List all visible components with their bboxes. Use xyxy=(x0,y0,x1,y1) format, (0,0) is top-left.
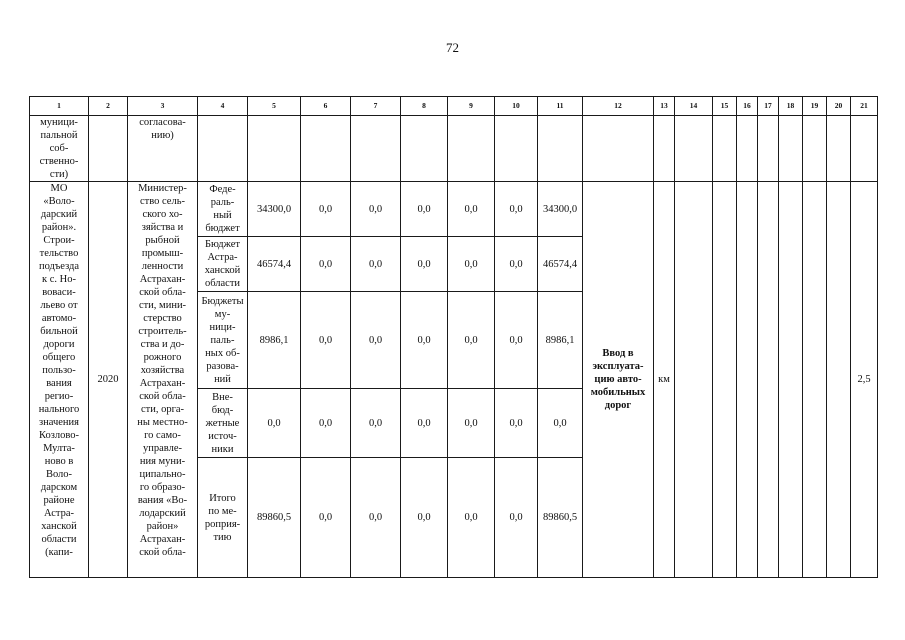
column-header-11: 11 xyxy=(538,97,583,116)
column-header-5: 5 xyxy=(248,97,301,116)
column-header-14: 14 xyxy=(675,97,713,116)
cell-source-label: Бюджеты му- ници- паль- ных об- разова- ний xyxy=(198,292,248,389)
cell-unit: км xyxy=(654,182,675,578)
cell-year: 2020 xyxy=(89,182,128,578)
cell-amount: 0,0 xyxy=(301,237,351,292)
cell-amount: 0,0 xyxy=(401,182,448,237)
cell-amount: 0,0 xyxy=(401,292,448,389)
column-header-19: 19 xyxy=(803,97,827,116)
cell-amount: 34300,0 xyxy=(248,182,301,237)
cell-source-label: Феде- раль- ный бюджет xyxy=(198,182,248,237)
cell-empty xyxy=(803,116,827,182)
cell-empty xyxy=(827,116,851,182)
cell-municipal-property: муници- пальной соб- ственно- сти) xyxy=(30,116,89,182)
cell-amount: 8986,1 xyxy=(248,292,301,389)
cell-amount: 0,0 xyxy=(495,389,538,458)
column-header-16: 16 xyxy=(737,97,758,116)
column-header-4: 4 xyxy=(198,97,248,116)
cell-empty xyxy=(538,116,583,182)
cell-amount: 0,0 xyxy=(301,458,351,578)
financing-table xyxy=(29,96,878,578)
cell-source-label: Вне- бюд- жетные источ- ники xyxy=(198,389,248,458)
page-number: 72 xyxy=(446,40,459,55)
cell-amount: 0,0 xyxy=(448,389,495,458)
column-header-9: 9 xyxy=(448,97,495,116)
cell-empty xyxy=(198,116,248,182)
cell-empty xyxy=(89,116,128,182)
cell-amount: 0,0 xyxy=(351,182,401,237)
cell-empty xyxy=(301,116,351,182)
cell-amount: 46574,4 xyxy=(538,237,583,292)
cell-empty xyxy=(401,116,448,182)
cell-empty xyxy=(779,116,803,182)
cell-empty xyxy=(803,182,827,578)
cell-empty xyxy=(675,182,713,578)
cell-amount: 0,0 xyxy=(401,389,448,458)
continuation-row xyxy=(30,116,878,182)
cell-amount: 0,0 xyxy=(301,292,351,389)
column-header-1: 1 xyxy=(30,97,89,116)
cell-empty xyxy=(448,116,495,182)
column-header-12: 12 xyxy=(583,97,654,116)
column-header-21: 21 xyxy=(851,97,878,116)
cell-amount: 0,0 xyxy=(448,182,495,237)
cell-agreement: согласова- нию) xyxy=(128,116,198,182)
cell-source-label: Бюджет Астра- ханской области xyxy=(198,237,248,292)
cell-amount: 0,0 xyxy=(248,389,301,458)
cell-empty xyxy=(827,182,851,578)
cell-amount: 0,0 xyxy=(495,237,538,292)
cell-empty xyxy=(737,182,758,578)
cell-amount: 0,0 xyxy=(538,389,583,458)
cell-empty xyxy=(713,182,737,578)
column-header-18: 18 xyxy=(779,97,803,116)
cell-amount: 0,0 xyxy=(351,237,401,292)
cell-amount: 0,0 xyxy=(448,458,495,578)
cell-amount: 0,0 xyxy=(351,389,401,458)
cell-empty xyxy=(583,116,654,182)
cell-empty xyxy=(779,182,803,578)
cell-result: Ввод в эксплуата- цию авто- мобильных дорог xyxy=(583,182,654,578)
cell-amount: 0,0 xyxy=(495,182,538,237)
cell-amount: 89860,5 xyxy=(248,458,301,578)
cell-amount: 0,0 xyxy=(495,292,538,389)
funding-source-row xyxy=(30,182,878,237)
cell-amount: 0,0 xyxy=(448,237,495,292)
column-header-7: 7 xyxy=(351,97,401,116)
column-header-15: 15 xyxy=(713,97,737,116)
column-header-3: 3 xyxy=(128,97,198,116)
column-header-8: 8 xyxy=(401,97,448,116)
cell-empty xyxy=(351,116,401,182)
cell-source-label: Итого по ме- роприя- тию xyxy=(198,458,248,578)
cell-indicator-value: 2,5 xyxy=(851,182,878,578)
column-header-17: 17 xyxy=(758,97,779,116)
cell-amount: 8986,1 xyxy=(538,292,583,389)
cell-amount: 0,0 xyxy=(448,292,495,389)
column-header-10: 10 xyxy=(495,97,538,116)
cell-amount: 0,0 xyxy=(351,458,401,578)
cell-project-name: МО «Воло- дарский район». Строи- тельство подъезда к с. Но- воваси- льево от автомо- бильной дороги общего пользо- вания регио- нального значения Козлово- Мултa- ново в Воло- дарском районе Астра- ханской области (капи- xyxy=(30,182,89,578)
cell-amount: 34300,0 xyxy=(538,182,583,237)
cell-empty xyxy=(495,116,538,182)
cell-empty xyxy=(654,116,675,182)
cell-empty xyxy=(737,116,758,182)
cell-empty xyxy=(758,182,779,578)
cell-empty xyxy=(675,116,713,182)
column-header-20: 20 xyxy=(827,97,851,116)
cell-amount: 0,0 xyxy=(495,458,538,578)
cell-amount: 0,0 xyxy=(301,389,351,458)
cell-empty xyxy=(851,116,878,182)
column-header-6: 6 xyxy=(301,97,351,116)
column-header-2: 2 xyxy=(89,97,128,116)
cell-empty xyxy=(758,116,779,182)
cell-executor: Министер- ство сель- ского хо- зяйства и рыбной промыш- ленности Астрахан- ской обла- сти, мини- стерство строитель- ства и до- рожного хозяйства Астрахан- ской обла- сти, орга- ны местно- го само- управле- ния муни- ципально- го образо- вания «Во- лодарский район» Астрахан- ской обла- xyxy=(128,182,198,578)
cell-amount: 46574,4 xyxy=(248,237,301,292)
header-row xyxy=(30,97,878,116)
cell-empty xyxy=(248,116,301,182)
column-header-13: 13 xyxy=(654,97,675,116)
cell-amount: 0,0 xyxy=(301,182,351,237)
cell-amount: 0,0 xyxy=(401,458,448,578)
cell-amount: 0,0 xyxy=(351,292,401,389)
cell-amount: 0,0 xyxy=(401,237,448,292)
cell-amount: 89860,5 xyxy=(538,458,583,578)
cell-empty xyxy=(713,116,737,182)
